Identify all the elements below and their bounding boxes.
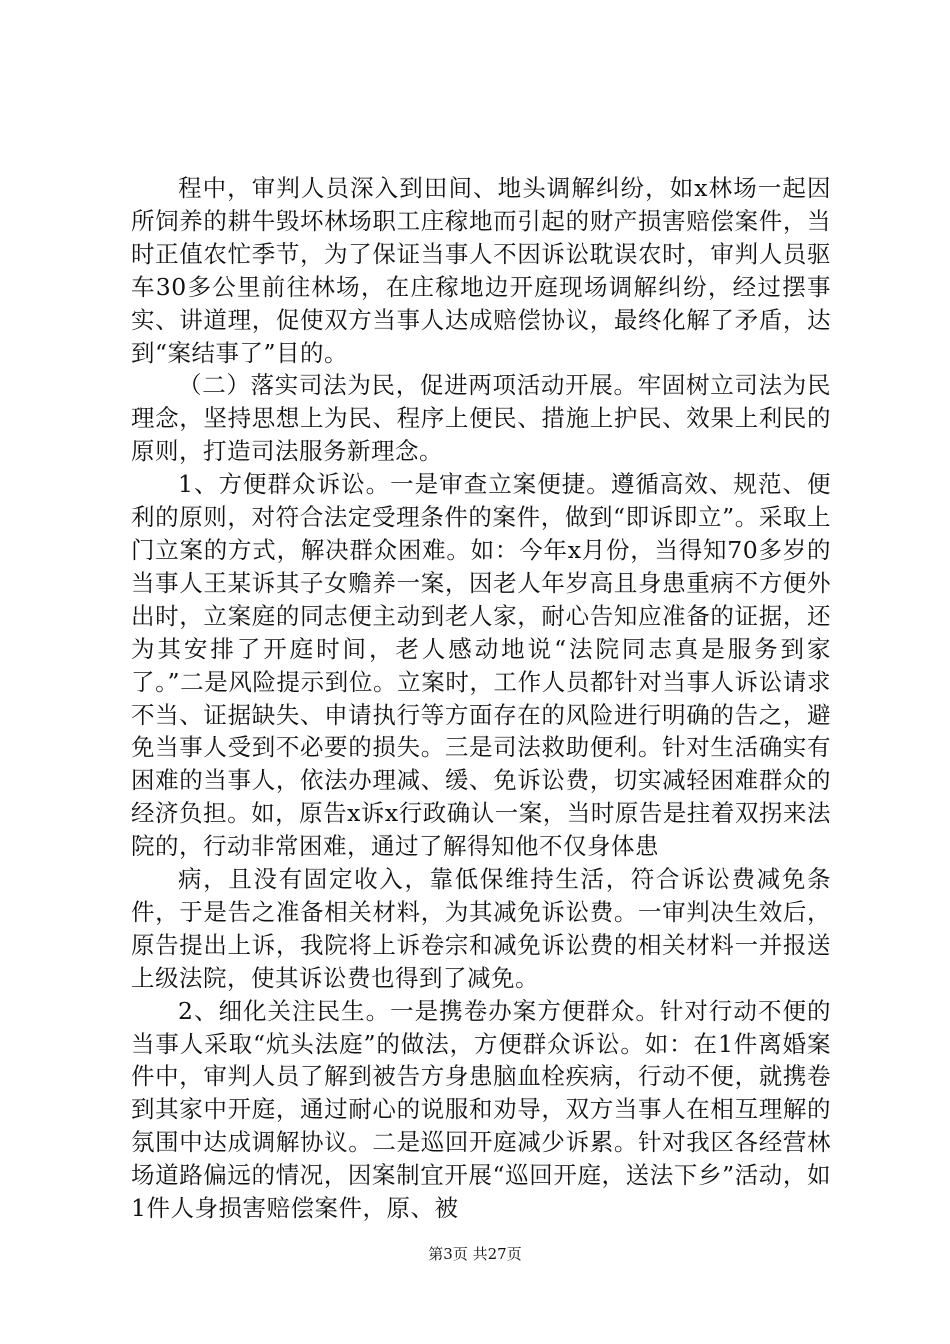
paragraph-1: 程中，审判人员深入到田间、地头调解纠纷，如x林场一起因所饲养的耕牛毁坏林场职工庄稼地而引起的财产损害赔偿案件，当时正值农忙季节，为了保证当事人不因诉讼耽误农时，审判人员驱车30多公里前往林场，在庄稼地边开庭现场调解纠纷，经过摆事实、讲道理，促使双方当事人达成赔偿协议，最终化解了矛盾，达到“案结事了”目的。 [131,174,831,367]
page-number-footer: 第3页 共27页 [428,1245,522,1263]
document-body [131,172,831,1225]
paragraph-3: 1、方便群众诉讼。一是审查立案便捷。遵循高效、规范、便利的原则，对符合法定受理条件的案件，做到“即诉即立”。采取上门立案的方式，解决群众困难。如：今年x月份，当得知70多岁的当事人王某诉其子女赡养一案，因老人年岁高且身患重病不方便外出时，立案庭的同志便主动到老人家，耐心告知应准备的证据，还为其安排了开庭时间，老人感动地说“法院同志真是服务到家了。”二是风险提示到位。立案时，工作人员都针对当事人诉讼请求不当、证据缺失、申请执行等方面存在的风险进行明确的告之，避免当事人受到不必要的损失。三是司法救助便利。针对生活确实有困难的当事人，依法办理减、缓、免诉讼费，切实减轻困难群众的经济负担。如，原告x诉x行政确认一案，当时原告是拄着双拐来法院的，行动非常困难，通过了解得知他不仅身体患 [131,470,831,861]
paragraph-5: 2、细化关注民生。一是携卷办案方便群众。针对行动不便的当事人采取“炕头法庭”的做法，方便群众诉讼。如：在1件离婚案件中，审判人员了解到被告方身患脑血栓疾病，行动不便，就携卷到其家中开庭，通过耐心的说服和劝导，双方当事人在相互理解的氛围中达成调解协议。二是巡回开庭减少诉累。针对我区各经营林场道路偏远的情况，因案制宜开展“巡回开庭，送法下乡”活动，如1件人身损害赔偿案件，原、被 [131,996,831,1223]
paragraph-4: 病，且没有固定收入，靠低保维持生活，符合诉讼费减免条件，于是告之准备相关材料，为其减免诉讼费。一审判决生效后，原告提出上诉，我院将上诉卷宗和减免诉讼费的相关材料一并报送上级法院，使其诉讼费也得到了减免。 [131,865,831,992]
paragraph-2: （二）落实司法为民，促进两项活动开展。牢固树立司法为民理念，坚持思想上为民、程序上便民、措施上护民、效果上利民的原则，打造司法服务新理念。 [131,371,831,466]
